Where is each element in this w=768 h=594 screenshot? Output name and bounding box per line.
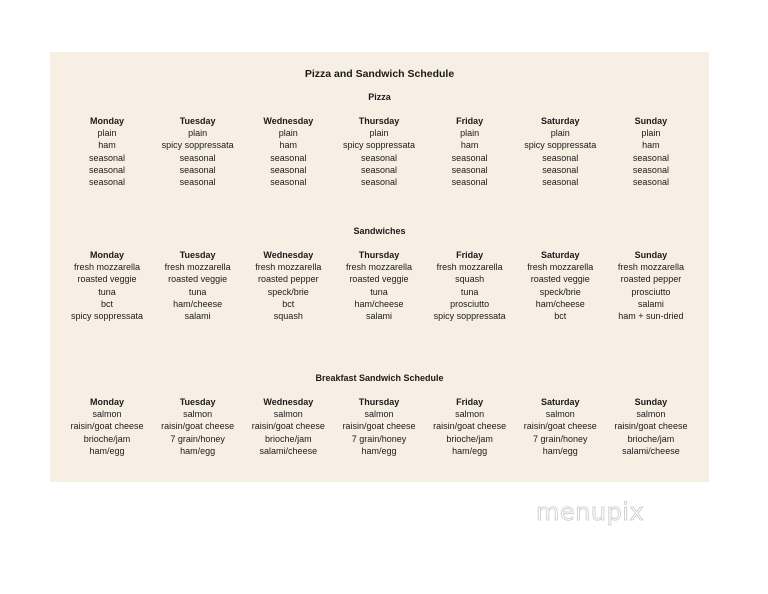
menu-item: 7 grain/honey bbox=[533, 433, 588, 444]
breakfast-heading: Breakfast Sandwich Schedule bbox=[315, 373, 444, 383]
menu-item: ham/cheese bbox=[354, 298, 404, 309]
menu-item: plain bbox=[188, 128, 208, 139]
menu-item: ham bbox=[460, 140, 479, 151]
menu-item: plain bbox=[369, 128, 389, 139]
menu-item: fresh mozzarella bbox=[527, 262, 594, 273]
menu-item: roasted veggie bbox=[77, 274, 137, 285]
menu-item: seasonal bbox=[451, 152, 488, 163]
menu-item: bct bbox=[100, 298, 113, 309]
pizza-day-column bbox=[155, 115, 241, 188]
menu-item: seasonal bbox=[451, 177, 488, 188]
menu-item: salmon bbox=[545, 409, 575, 420]
sandwiches-day-column bbox=[336, 249, 422, 322]
breakfast-day-column bbox=[517, 396, 603, 457]
day-heading: Saturday bbox=[541, 397, 580, 407]
menu-item: raisin/goat cheese bbox=[251, 421, 325, 432]
breakfast-day-column bbox=[245, 396, 331, 457]
menu-item: fresh mozzarella bbox=[164, 262, 231, 273]
menu-item: raisin/goat cheese bbox=[523, 421, 597, 432]
day-heading: Thursday bbox=[358, 250, 400, 260]
menu-item: tuna bbox=[460, 286, 479, 297]
menu-item: seasonal bbox=[542, 164, 579, 175]
day-heading: Sunday bbox=[634, 397, 668, 407]
menu-item: salami/cheese bbox=[622, 445, 680, 456]
menu-item: squash bbox=[273, 311, 303, 322]
sandwiches-heading: Sandwiches bbox=[353, 226, 406, 236]
breakfast-grid bbox=[64, 396, 694, 457]
menu-item: roasted pepper bbox=[258, 274, 319, 285]
sandwiches-day-column bbox=[245, 249, 331, 322]
menu-item: roasted pepper bbox=[620, 274, 682, 285]
menu-item: seasonal bbox=[360, 164, 397, 175]
breakfast-day-column bbox=[336, 396, 422, 457]
pizza-day-column bbox=[608, 115, 694, 188]
menu-item: ham/egg bbox=[180, 445, 216, 456]
menu-item: squash bbox=[455, 274, 485, 285]
menu-item: raisin/goat cheese bbox=[614, 421, 688, 432]
menu-item: salami bbox=[184, 311, 211, 322]
menu-item: seasonal bbox=[632, 164, 669, 175]
menu-item: seasonal bbox=[632, 152, 669, 163]
menu-item: ham/egg bbox=[542, 445, 578, 456]
menu-item: ham/cheese bbox=[535, 298, 585, 309]
pizza-day-column bbox=[336, 115, 422, 188]
sandwiches-day-column bbox=[608, 249, 694, 322]
breakfast-day-column bbox=[427, 396, 513, 457]
menu-item: seasonal bbox=[270, 177, 307, 188]
menu-item: speck/brie bbox=[539, 286, 581, 297]
pizza-grid bbox=[64, 115, 694, 188]
menu-item: ham bbox=[279, 140, 298, 151]
menu-item: seasonal bbox=[360, 152, 397, 163]
schedule-sheet bbox=[50, 52, 709, 482]
menu-item: seasonal bbox=[88, 152, 126, 163]
menu-item: seasonal bbox=[360, 177, 397, 188]
menu-item: ham/cheese bbox=[173, 298, 223, 309]
menu-item: raisin/goat cheese bbox=[161, 421, 235, 432]
sandwiches-day-column bbox=[517, 249, 603, 322]
menu-item: raisin/goat cheese bbox=[433, 421, 507, 432]
day-heading: Friday bbox=[456, 397, 484, 407]
menu-item: fresh mozzarella bbox=[73, 262, 141, 273]
menu-item: seasonal bbox=[542, 177, 579, 188]
breakfast-day-column bbox=[608, 396, 694, 457]
menu-item: seasonal bbox=[179, 164, 216, 175]
breakfast-day-column bbox=[155, 396, 241, 457]
menu-item: brioche/jam bbox=[627, 433, 675, 444]
day-heading: Saturday bbox=[541, 250, 580, 260]
menu-item: raisin/goat cheese bbox=[70, 421, 144, 432]
menu-item: spicy soppressata bbox=[433, 311, 506, 322]
menu-item: plain bbox=[278, 128, 298, 139]
day-heading: Monday bbox=[89, 116, 124, 126]
menu-item: bct bbox=[554, 311, 567, 322]
menu-item: seasonal bbox=[270, 164, 307, 175]
menu-item: spicy soppressata bbox=[70, 311, 144, 322]
menu-item: ham + sun-dried bbox=[618, 311, 684, 322]
day-heading: Thursday bbox=[358, 116, 400, 126]
menu-item: fresh mozzarella bbox=[255, 262, 322, 273]
menu-item: spicy soppressata bbox=[524, 140, 597, 151]
day-heading: Wednesday bbox=[263, 397, 314, 407]
day-heading: Tuesday bbox=[179, 397, 216, 407]
menu-item: plain bbox=[97, 128, 117, 139]
menu-item: brioche/jam bbox=[446, 433, 493, 444]
menu-item: spicy soppressata bbox=[342, 140, 415, 151]
menu-item: seasonal bbox=[88, 177, 126, 188]
menu-item: roasted veggie bbox=[349, 274, 409, 285]
menu-item: seasonal bbox=[88, 164, 126, 175]
menu-item: speck/brie bbox=[267, 286, 309, 297]
menu-item: tuna bbox=[370, 286, 388, 297]
pizza-day-column bbox=[427, 115, 513, 188]
menu-item: seasonal bbox=[270, 152, 307, 163]
menu-item: plain bbox=[460, 128, 480, 139]
menu-item: seasonal bbox=[632, 177, 669, 188]
menu-item: ham bbox=[642, 140, 660, 151]
menupix-watermark: menupix bbox=[536, 498, 645, 526]
menu-item: ham bbox=[98, 140, 116, 151]
pizza-day-column bbox=[64, 115, 150, 188]
menu-item: fresh mozzarella bbox=[436, 262, 503, 273]
day-heading: Tuesday bbox=[179, 116, 216, 126]
menu-item: bct bbox=[282, 298, 295, 309]
menu-item: tuna bbox=[98, 286, 116, 297]
menu-item: seasonal bbox=[451, 164, 488, 175]
menu-item: salmon bbox=[455, 409, 485, 420]
day-heading: Saturday bbox=[541, 116, 580, 126]
menu-item: salami bbox=[365, 311, 392, 322]
menu-item: seasonal bbox=[542, 152, 579, 163]
breakfast-day-column bbox=[64, 396, 150, 457]
menu-item: fresh mozzarella bbox=[345, 262, 412, 273]
menu-item: salami bbox=[637, 298, 664, 309]
day-heading: Tuesday bbox=[179, 250, 216, 260]
menu-item: plain bbox=[550, 128, 570, 139]
menu-item: ham/egg bbox=[89, 445, 125, 456]
menu-item: brioche/jam bbox=[265, 433, 312, 444]
menu-item: brioche/jam bbox=[83, 433, 131, 444]
menu-item: 7 grain/honey bbox=[170, 433, 225, 444]
menu-item: salmon bbox=[364, 409, 394, 420]
menu-item: salami/cheese bbox=[259, 445, 318, 456]
menu-item: 7 grain/honey bbox=[351, 433, 407, 444]
menu-item: ham/egg bbox=[361, 445, 397, 456]
day-heading: Sunday bbox=[634, 116, 668, 126]
day-heading: Monday bbox=[89, 397, 124, 407]
menu-item: plain bbox=[641, 128, 661, 139]
menu-item: roasted veggie bbox=[530, 274, 590, 285]
page-title: Pizza and Sandwich Schedule bbox=[304, 68, 455, 80]
day-heading: Wednesday bbox=[263, 250, 314, 260]
sandwiches-day-column bbox=[427, 249, 513, 322]
menu-item: salmon bbox=[183, 409, 213, 420]
menu-item: fresh mozzarella bbox=[617, 262, 684, 273]
menu-item: seasonal bbox=[179, 152, 216, 163]
pizza-day-column bbox=[517, 115, 603, 188]
menu-item: salmon bbox=[273, 409, 303, 420]
day-heading: Friday bbox=[456, 116, 484, 126]
sandwiches-day-column bbox=[155, 249, 241, 322]
sandwiches-day-column bbox=[64, 249, 150, 322]
menu-item: salmon bbox=[636, 409, 666, 420]
menu-item: seasonal bbox=[179, 177, 216, 188]
menu-item: ham/egg bbox=[452, 445, 488, 456]
menu-item: salmon bbox=[92, 409, 122, 420]
menu-item: roasted veggie bbox=[168, 274, 228, 285]
menu-item: raisin/goat cheese bbox=[342, 421, 416, 432]
menu-item: prosciutto bbox=[450, 298, 490, 309]
day-heading: Friday bbox=[456, 250, 484, 260]
day-heading: Monday bbox=[89, 250, 124, 260]
sandwiches-grid bbox=[64, 249, 694, 322]
menu-item: spicy soppressata bbox=[161, 140, 234, 151]
menu-item: prosciutto bbox=[631, 286, 671, 297]
pizza-heading: Pizza bbox=[368, 92, 391, 102]
day-heading: Thursday bbox=[358, 397, 400, 407]
pizza-day-column bbox=[245, 115, 331, 188]
day-heading: Sunday bbox=[634, 250, 668, 260]
menu-item: tuna bbox=[188, 286, 207, 297]
day-heading: Wednesday bbox=[263, 116, 314, 126]
